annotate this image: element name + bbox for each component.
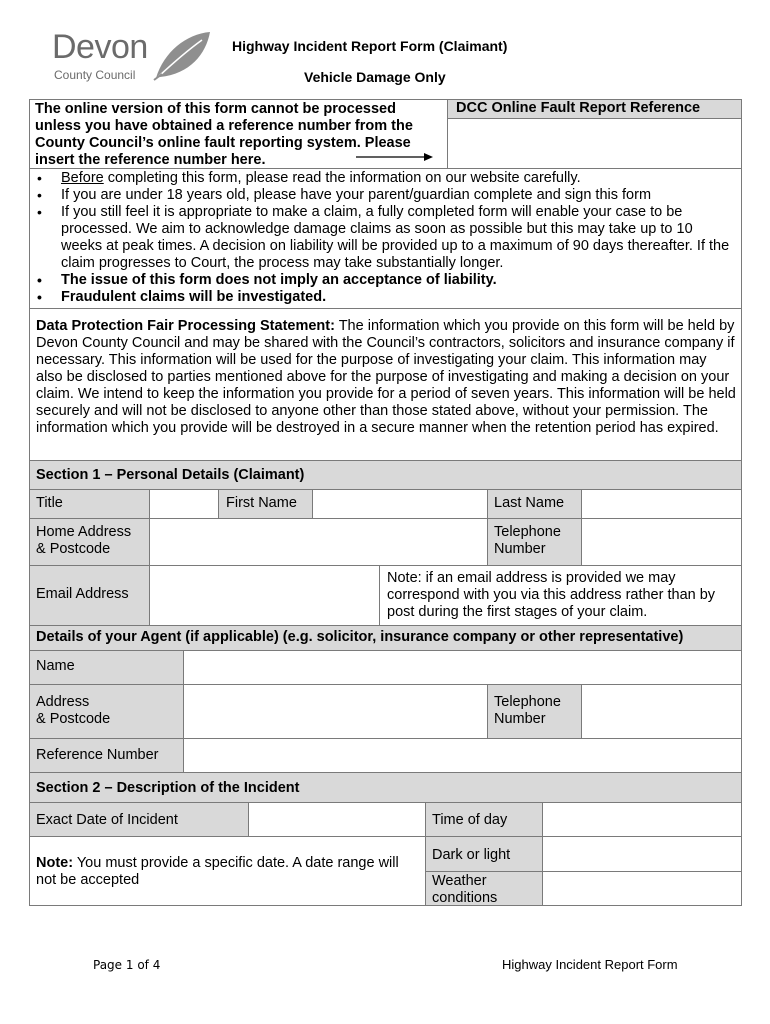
date-note-text: You must provide a specific date. A date range will not be accepted — [36, 855, 399, 888]
list-item: • The issue of this form does not imply an acceptance of liability. — [31, 272, 731, 289]
data-protection-heading: Data Protection Fair Processing Statement: — [36, 318, 335, 334]
agent-reference-field[interactable] — [184, 739, 741, 772]
agent-telephone-label — [494, 694, 561, 728]
date-note — [36, 855, 416, 889]
telephone-label — [494, 524, 561, 558]
leaf-icon — [150, 30, 212, 82]
agent-name-label: Name — [36, 658, 75, 674]
agent-name-field[interactable] — [184, 651, 741, 684]
weather-label-line: Weather — [432, 873, 487, 889]
reference-label: DCC Online Fault Report Reference — [448, 100, 741, 118]
agent-address-label-line: & Postcode — [36, 711, 111, 727]
agent-address-label — [36, 694, 110, 728]
agent-telephone-label-line: Telephone — [494, 694, 561, 710]
telephone-label-line: Number — [494, 541, 546, 557]
agent-address-field[interactable] — [184, 685, 487, 738]
telephone-label-line: Telephone — [494, 524, 561, 540]
list-item: • Fraudulent claims will be investigated. — [31, 289, 731, 306]
date-note-label: Note: — [36, 855, 74, 871]
section-2-title: Section 2 – Description of the Incident — [36, 780, 300, 796]
dark-or-light-field[interactable] — [543, 837, 741, 871]
bullet-1-text: completing this form, please read the information on our website carefully. — [103, 170, 581, 186]
home-address-label-line: & Postcode — [36, 541, 111, 557]
weather-label-line: conditions — [432, 890, 498, 906]
title-field[interactable] — [150, 490, 218, 518]
reference-instruction: The online version of this form cannot be processed unless you have obtained a reference number from the County Council’s online fault reporting system. Please insert the reference number here. — [35, 101, 413, 168]
form-title: Highway Incident Report Form (Claimant) — [232, 38, 508, 54]
footer-form-name: Highway Incident Report Form — [502, 957, 678, 972]
dark-or-light-label: Dark or light — [432, 847, 511, 863]
guidance-list — [31, 170, 731, 306]
data-protection-body: The information which you provide on this form will be held by Devon County Council and may be shared with the Council’s contractors, solicitors and insurance company if necessary. This information will be used for the purpose of investigating your claim. This information may also be disclosed to parties mentioned above for the purpose of investigating and making a decision on your claim. We intend to keep the information you provide for a period of seven years. This information will be held securely and will not be disclosed to anyone other than those stated above, without your permission. The information which you provide will be destroyed in a secure manner when the retention period has expired. — [36, 318, 736, 436]
first-name-label: First Name — [226, 495, 297, 511]
last-name-field[interactable] — [582, 490, 741, 518]
before-text: Before — [61, 170, 104, 186]
reference-number-field[interactable] — [448, 119, 741, 168]
agent-title: Details of your Agent (if applicable) (e.g. solicitor, insurance company or other representative) — [36, 629, 684, 645]
devon-county-council-logo — [52, 28, 212, 88]
home-address-label-line: Home Address — [36, 524, 132, 540]
logo-name: Devon — [52, 28, 148, 66]
page-number: Page 1 of 4 — [93, 958, 161, 972]
first-name-field[interactable] — [313, 490, 487, 518]
list-item: • If you are under 18 years old, please have your parent/guardian complete and sign this form — [31, 187, 731, 204]
email-label: Email Address — [36, 586, 129, 602]
last-name-label: Last Name — [494, 495, 565, 511]
title-label: Title — [36, 495, 63, 511]
data-protection-statement — [36, 318, 736, 437]
agent-telephone-label-line: Number — [494, 711, 546, 727]
list-item: • If you still feel it is appropriate to make a claim, a fully completed form will enable your case to be processed. We aim to acknowledge damage claims as soon as possible but this may take up to 10 weeks at peak times. A decision on liability will be provided up to a maximum of 90 days thereafter. If the claim progresses to Court, the process may take substantially longer. — [31, 204, 731, 272]
time-of-day-field[interactable] — [543, 803, 741, 836]
logo-subtitle: County Council — [54, 68, 136, 82]
section-1-title: Section 1 – Personal Details (Claimant) — [36, 467, 305, 483]
agent-reference-label: Reference Number — [36, 747, 159, 763]
email-note: Note: if an email address is provided we may correspond with you via this address rather than by post during the first stages of your claim. — [387, 570, 716, 620]
time-of-day-label: Time of day — [432, 812, 508, 828]
form-subtitle: Vehicle Damage Only — [304, 69, 446, 85]
email-field[interactable] — [150, 566, 379, 625]
incident-date-label: Exact Date of Incident — [36, 812, 178, 828]
home-address-field[interactable] — [150, 519, 487, 565]
home-address-label — [36, 524, 131, 558]
telephone-field[interactable] — [582, 519, 741, 565]
agent-address-label-line: Address — [36, 694, 90, 710]
list-item — [31, 170, 731, 187]
incident-date-field[interactable] — [249, 803, 425, 836]
arrow-right-icon — [356, 152, 434, 162]
weather-field[interactable] — [543, 872, 741, 905]
weather-label — [432, 873, 497, 907]
agent-telephone-field[interactable] — [582, 685, 741, 738]
